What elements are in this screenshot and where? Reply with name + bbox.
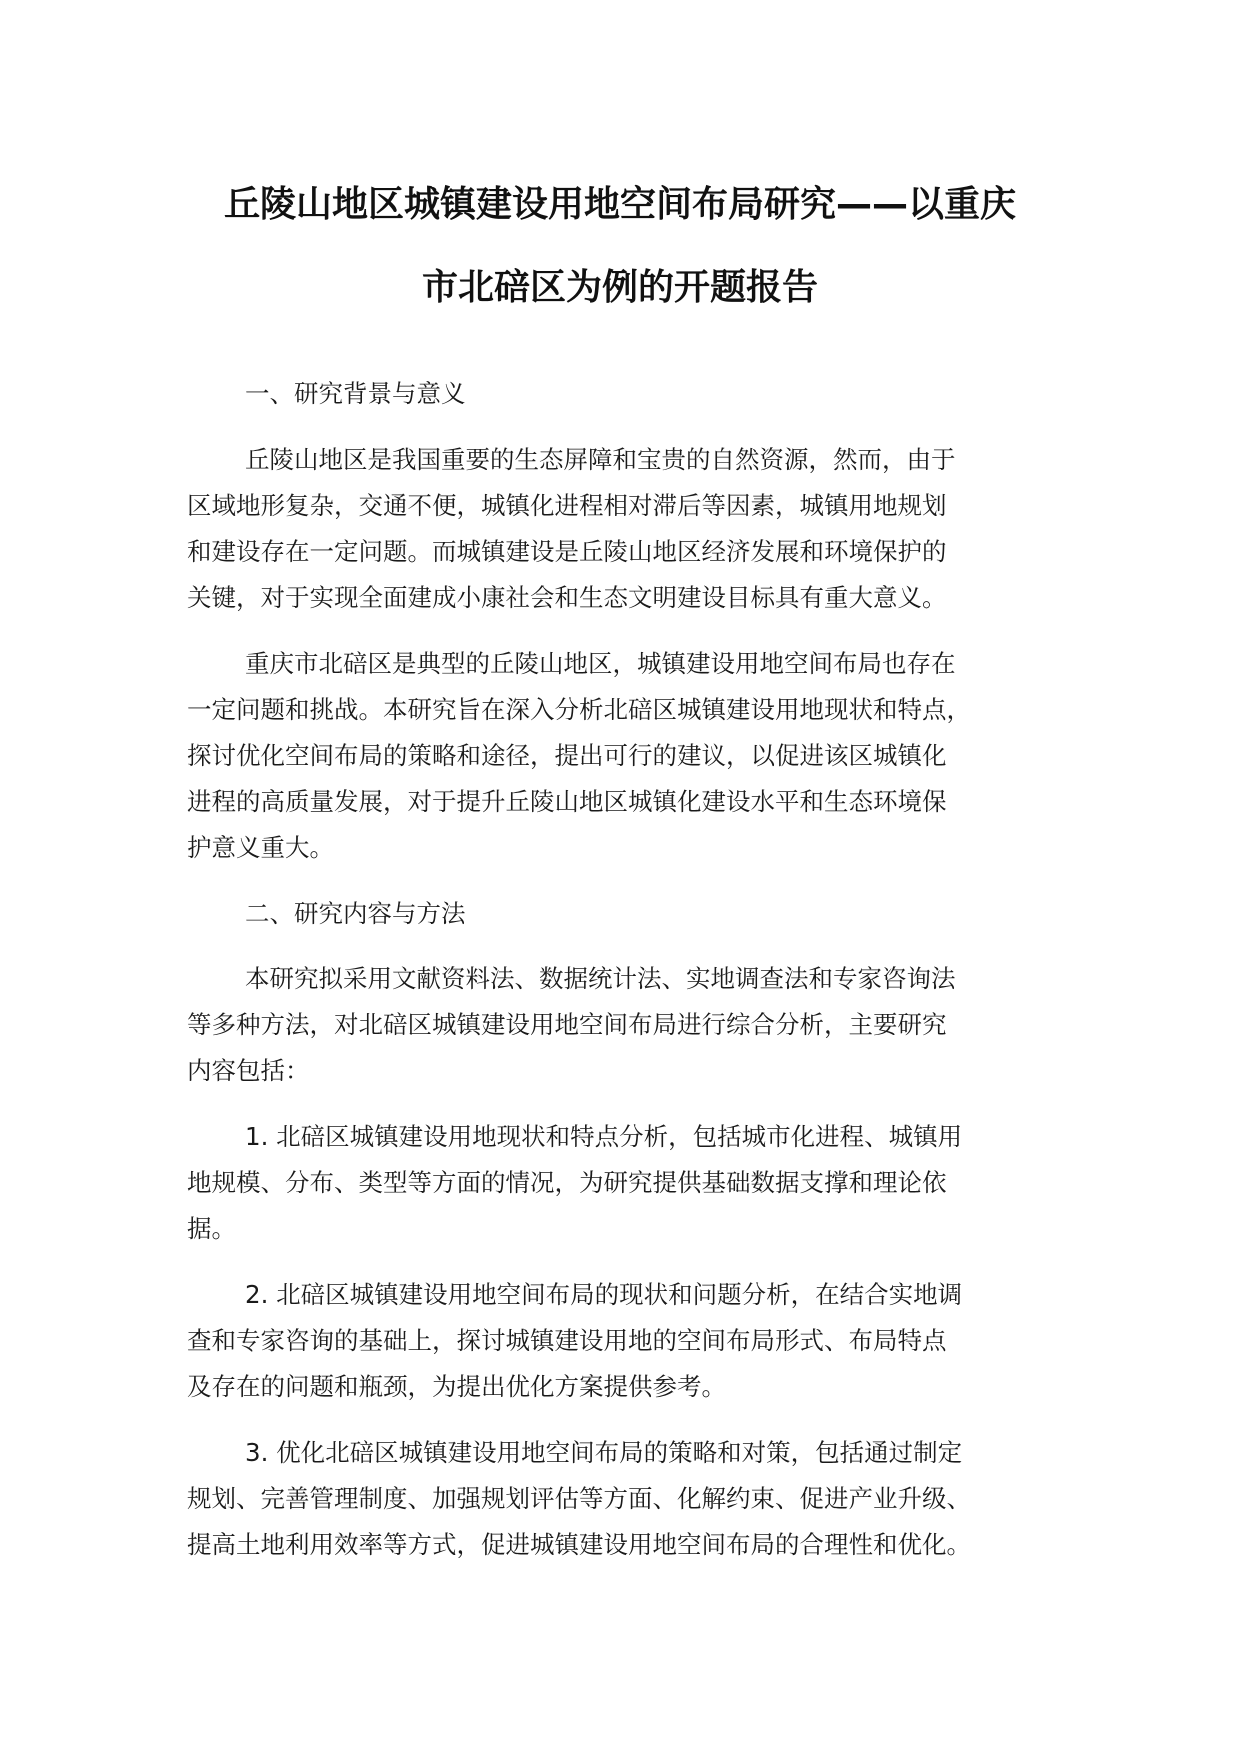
- body-line: 2. 北碚区城镇建设用地空间布局的现状和问题分析，在结合实地调: [245, 1280, 963, 1309]
- body-line: 二、研究内容与方法: [245, 899, 466, 928]
- body-line: 和建设存在一定问题。而城镇建设是丘陵山地区经济发展和环境保护的: [187, 537, 947, 566]
- body-line: 一定问题和挑战。本研究旨在深入分析北碚区城镇建设用地现状和特点，: [187, 695, 971, 724]
- document-title-line-1: 丘陵山地区城镇建设用地空间布局研究——以重庆: [223, 184, 1016, 225]
- body-line: 查和专家咨询的基础上，探讨城镇建设用地的空间布局形式、布局特点: [187, 1326, 947, 1355]
- body-line: 规划、完善管理制度、加强规划评估等方面、化解约束、促进产业升级、: [187, 1484, 971, 1513]
- body-line: 关键，对于实现全面建成小康社会和生态文明建设目标具有重大意义。: [187, 583, 947, 612]
- body-line: 等多种方法，对北碚区城镇建设用地空间布局进行综合分析，主要研究: [187, 1010, 947, 1039]
- body-line: 地规模、分布、类型等方面的情况，为研究提供基础数据支撑和理论依: [187, 1168, 947, 1197]
- body-line: 据。: [187, 1214, 236, 1243]
- body-line: 丘陵山地区是我国重要的生态屏障和宝贵的自然资源，然而，由于: [245, 445, 956, 474]
- body-line: 及存在的问题和瓶颈，为提出优化方案提供参考。: [187, 1372, 726, 1401]
- body-line: 本研究拟采用文献资料法、数据统计法、实地调查法和专家咨询法: [245, 964, 956, 993]
- body-line: 1. 北碚区城镇建设用地现状和特点分析，包括城市化进程、城镇用: [245, 1122, 963, 1151]
- body-line: 进程的高质量发展，对于提升丘陵山地区城镇化建设水平和生态环境保: [187, 787, 947, 816]
- body-line: 区域地形复杂，交通不便，城镇化进程相对滞后等因素，城镇用地规划: [187, 491, 947, 520]
- body-line: 内容包括：: [187, 1056, 310, 1085]
- document-title-line-2: 市北碚区为例的开题报告: [421, 267, 818, 308]
- body-line: 重庆市北碚区是典型的丘陵山地区，城镇建设用地空间布局也存在: [245, 649, 956, 678]
- body-line: 提高土地利用效率等方式，促进城镇建设用地空间布局的合理性和优化。: [187, 1530, 971, 1559]
- body-line: 探讨优化空间布局的策略和途径，提出可行的建议，以促进该区城镇化: [187, 741, 947, 770]
- body-line: 3. 优化北碚区城镇建设用地空间布局的策略和对策，包括通过制定: [245, 1438, 963, 1467]
- body-line: 一、研究背景与意义: [245, 379, 466, 408]
- body-line: 护意义重大。: [187, 833, 334, 862]
